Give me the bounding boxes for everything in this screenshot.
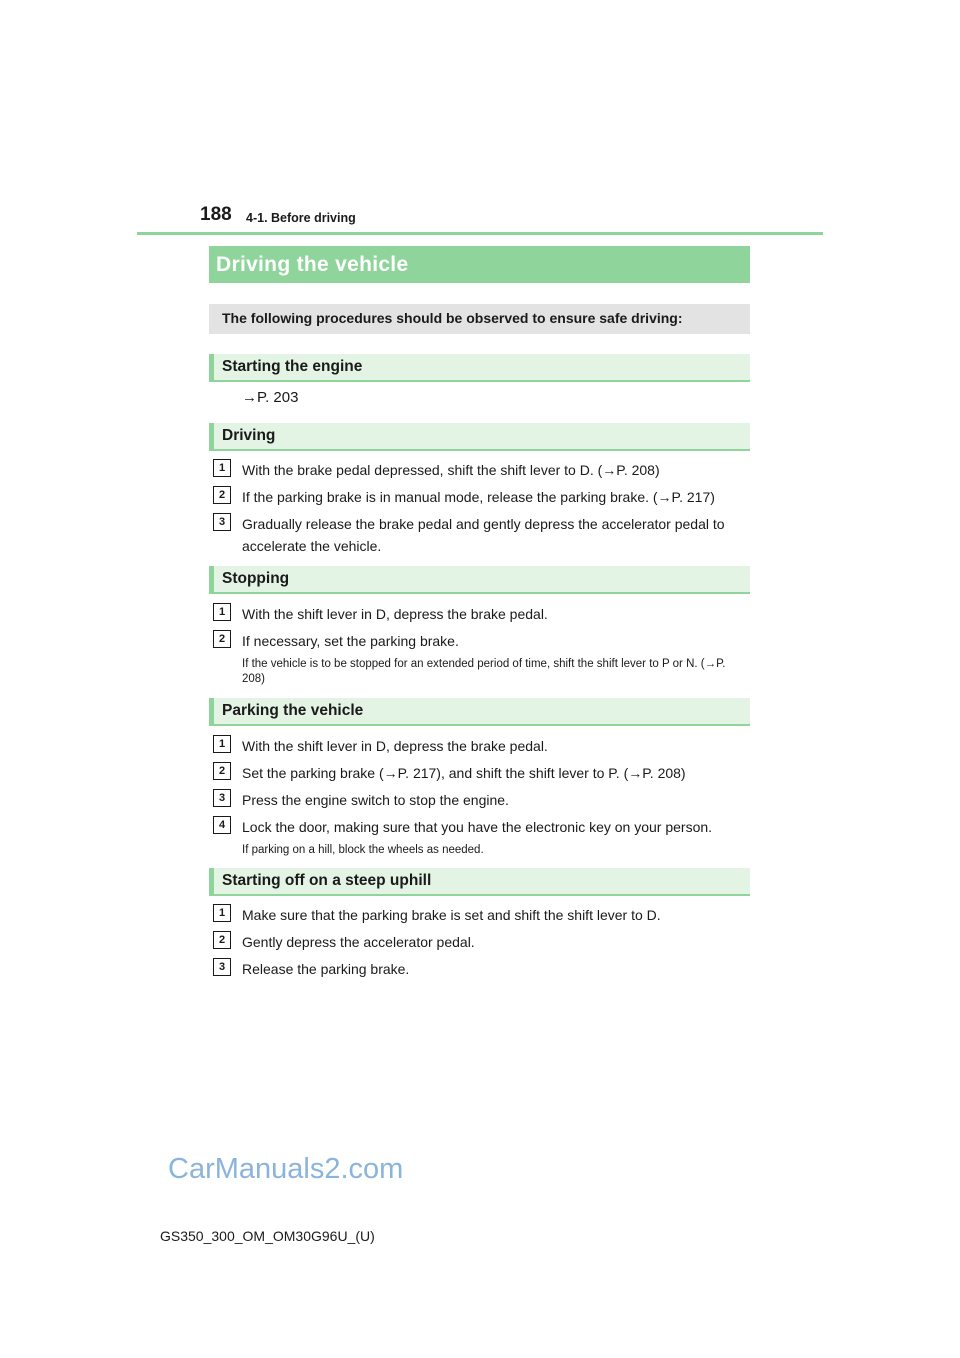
step-number-badge: 2 — [213, 762, 231, 780]
step-number-badge: 3 — [213, 789, 231, 807]
step-number-badge: 3 — [213, 513, 231, 531]
header-rule — [137, 232, 823, 235]
section-heading-driving: Driving — [209, 423, 750, 451]
step-text: If necessary, set the parking brake. — [242, 633, 459, 649]
step-text: With the brake pedal depressed, shift the shift lever to D. (→P. 208) — [242, 462, 660, 478]
step-number-badge: 3 — [213, 958, 231, 976]
page-title: Driving the vehicle — [209, 246, 750, 283]
step-text: Gradually release the brake pedal and gently depress the accelerator pedal to accelerate the vehicle. — [242, 516, 725, 554]
step-number-badge: 1 — [213, 904, 231, 922]
section-heading-parking: Parking the vehicle — [209, 698, 750, 726]
step-number-badge: 1 — [213, 603, 231, 621]
step-number-badge: 2 — [213, 630, 231, 648]
parking-note: If parking on a hill, block the wheels as needed. — [242, 844, 484, 856]
section-heading-stopping: Stopping — [209, 566, 750, 594]
step-number-badge: 1 — [213, 735, 231, 753]
footer-document-code: GS350_300_OM_OM30G96U_(U) — [160, 1228, 375, 1244]
step-text: If the parking brake is in manual mode, release the parking brake. (→P. 217) — [242, 489, 715, 505]
step-text: Press the engine switch to stop the engine. — [242, 792, 509, 808]
step-number-badge: 4 — [213, 816, 231, 834]
step-text: Set the parking brake (→P. 217), and shift the shift lever to P. (→P. 208) — [242, 765, 686, 781]
step-text: With the shift lever in D, depress the brake pedal. — [242, 738, 548, 754]
step-text: Gently depress the accelerator pedal. — [242, 934, 475, 950]
breadcrumb: 4-1. Before driving — [246, 211, 356, 225]
step-text: Lock the door, making sure that you have the electronic key on your person. — [242, 819, 713, 835]
step-number-badge: 2 — [213, 486, 231, 504]
step-text: With the shift lever in D, depress the brake pedal. — [242, 606, 548, 622]
watermark-logo: CarManuals2.com — [168, 1153, 404, 1185]
stopping-note: If the vehicle is to be stopped for an extended period of time, shift the shift lever to P or N. (→P. 208) — [242, 658, 726, 685]
intro-text: The following procedures should be observed to ensure safe driving: — [209, 304, 750, 334]
step-text: Make sure that the parking brake is set and shift the shift lever to D. — [242, 907, 661, 923]
section-heading-uphill: Starting off on a steep uphill — [209, 868, 750, 896]
starting-engine-reference: →P. 203 — [242, 389, 299, 406]
page-number: 188 — [200, 204, 232, 225]
step-number-badge: 1 — [213, 459, 231, 477]
step-number-badge: 2 — [213, 931, 231, 949]
section-heading-starting-engine: Starting the engine — [209, 354, 750, 382]
step-text: Release the parking brake. — [242, 961, 410, 977]
